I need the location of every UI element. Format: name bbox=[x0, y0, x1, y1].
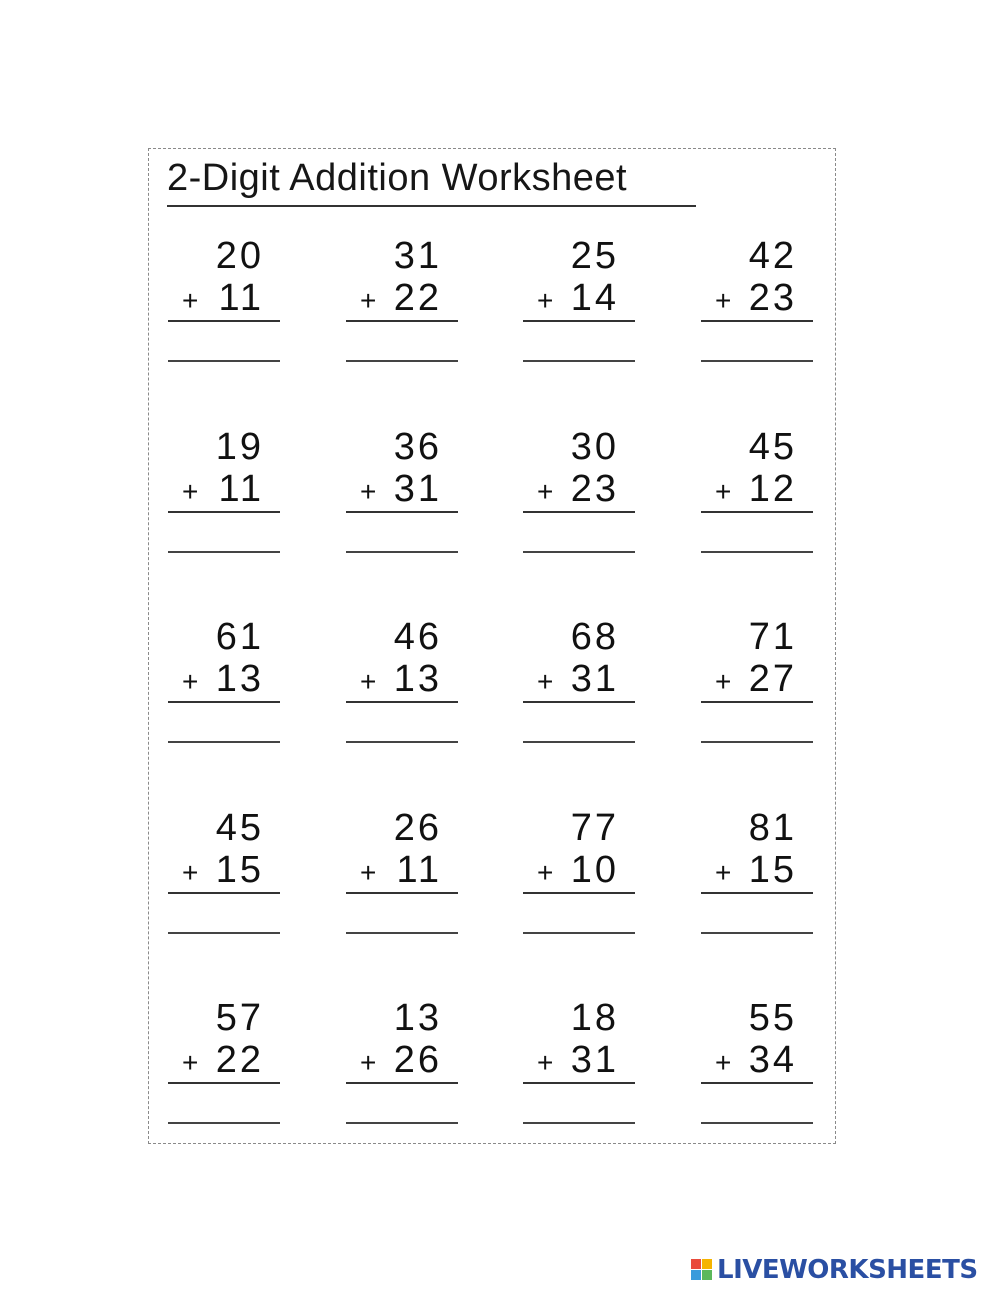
addition-problem bbox=[701, 617, 813, 747]
sum-rule bbox=[523, 701, 635, 703]
first-addend: 55 bbox=[748, 997, 797, 1039]
sum-rule bbox=[346, 511, 458, 513]
first-addend: 77 bbox=[570, 807, 619, 849]
plus-sign: + bbox=[537, 1047, 554, 1078]
plus-sign: + bbox=[715, 285, 732, 316]
second-addend: 12 bbox=[748, 468, 797, 510]
second-addend: 27 bbox=[748, 658, 797, 700]
first-addend: 26 bbox=[393, 807, 442, 849]
second-addend: 22 bbox=[393, 277, 442, 319]
plus-sign: + bbox=[360, 666, 377, 697]
sum-rule bbox=[346, 701, 458, 703]
second-addend: 13 bbox=[215, 658, 264, 700]
answer-line[interactable] bbox=[346, 551, 458, 553]
logo-text: LIVEWORKSHEETS bbox=[717, 1255, 978, 1285]
addition-problem bbox=[523, 998, 635, 1128]
answer-line[interactable] bbox=[168, 932, 280, 934]
sum-rule bbox=[523, 1082, 635, 1084]
sum-rule bbox=[346, 892, 458, 894]
addition-problem bbox=[346, 427, 458, 557]
addition-problem bbox=[168, 617, 280, 747]
logo-block bbox=[691, 1259, 701, 1269]
answer-line[interactable] bbox=[523, 932, 635, 934]
first-addend: 68 bbox=[570, 616, 619, 658]
first-addend: 45 bbox=[748, 426, 797, 468]
first-addend: 42 bbox=[748, 235, 797, 277]
plus-sign: + bbox=[537, 857, 554, 888]
answer-line[interactable] bbox=[701, 932, 813, 934]
answer-line[interactable] bbox=[168, 1122, 280, 1124]
first-addend: 46 bbox=[393, 616, 442, 658]
addition-problem bbox=[346, 617, 458, 747]
second-addend: 22 bbox=[215, 1039, 264, 1081]
plus-sign: + bbox=[182, 666, 199, 697]
addition-problem bbox=[168, 236, 280, 366]
second-addend: 31 bbox=[570, 1039, 619, 1081]
first-addend: 30 bbox=[570, 426, 619, 468]
second-addend: 26 bbox=[393, 1039, 442, 1081]
answer-line[interactable] bbox=[523, 551, 635, 553]
answer-line[interactable] bbox=[346, 1122, 458, 1124]
sum-rule bbox=[168, 892, 280, 894]
first-addend: 81 bbox=[748, 807, 797, 849]
sum-rule bbox=[701, 1082, 813, 1084]
second-addend: 34 bbox=[748, 1039, 797, 1081]
plus-sign: + bbox=[715, 857, 732, 888]
addition-problem bbox=[523, 808, 635, 938]
plus-sign: + bbox=[360, 476, 377, 507]
liveworksheets-logo-icon bbox=[691, 1259, 713, 1281]
sum-rule bbox=[168, 1082, 280, 1084]
plus-sign: + bbox=[537, 285, 554, 316]
first-addend: 45 bbox=[215, 807, 264, 849]
addition-problem bbox=[346, 236, 458, 366]
liveworksheets-logo[interactable] bbox=[691, 1256, 978, 1284]
plus-sign: + bbox=[715, 476, 732, 507]
second-addend: 10 bbox=[570, 849, 619, 891]
addition-problem bbox=[523, 236, 635, 366]
addition-problem bbox=[168, 427, 280, 557]
addition-problem bbox=[701, 998, 813, 1128]
plus-sign: + bbox=[182, 476, 199, 507]
answer-line[interactable] bbox=[168, 551, 280, 553]
first-addend: 36 bbox=[393, 426, 442, 468]
addition-problem bbox=[701, 236, 813, 366]
sum-rule bbox=[701, 701, 813, 703]
plus-sign: + bbox=[360, 857, 377, 888]
second-addend: 31 bbox=[393, 468, 442, 510]
first-addend: 13 bbox=[393, 997, 442, 1039]
sum-rule bbox=[168, 320, 280, 322]
answer-line[interactable] bbox=[523, 360, 635, 362]
second-addend: 23 bbox=[748, 277, 797, 319]
sum-rule bbox=[701, 320, 813, 322]
second-addend: 11 bbox=[218, 468, 264, 510]
sum-rule bbox=[523, 892, 635, 894]
logo-block bbox=[702, 1259, 712, 1269]
addition-problem bbox=[346, 808, 458, 938]
answer-line[interactable] bbox=[701, 741, 813, 743]
addition-problem bbox=[701, 427, 813, 557]
answer-line[interactable] bbox=[346, 360, 458, 362]
first-addend: 71 bbox=[748, 616, 797, 658]
addition-problem bbox=[168, 808, 280, 938]
plus-sign: + bbox=[715, 666, 732, 697]
addition-problem bbox=[701, 808, 813, 938]
addition-problem bbox=[346, 998, 458, 1128]
answer-line[interactable] bbox=[346, 932, 458, 934]
second-addend: 15 bbox=[748, 849, 797, 891]
addition-problem bbox=[168, 998, 280, 1128]
plus-sign: + bbox=[182, 857, 199, 888]
plus-sign: + bbox=[360, 1047, 377, 1078]
answer-line[interactable] bbox=[701, 551, 813, 553]
addition-problem bbox=[523, 427, 635, 557]
first-addend: 18 bbox=[570, 997, 619, 1039]
plus-sign: + bbox=[537, 476, 554, 507]
sum-rule bbox=[701, 511, 813, 513]
second-addend: 14 bbox=[570, 277, 619, 319]
plus-sign: + bbox=[182, 285, 199, 316]
sum-rule bbox=[701, 892, 813, 894]
answer-line[interactable] bbox=[701, 360, 813, 362]
answer-line[interactable] bbox=[346, 741, 458, 743]
second-addend: 11 bbox=[218, 277, 264, 319]
sum-rule bbox=[346, 1082, 458, 1084]
sum-rule bbox=[523, 511, 635, 513]
answer-line[interactable] bbox=[523, 1122, 635, 1124]
sum-rule bbox=[346, 320, 458, 322]
logo-block bbox=[702, 1270, 712, 1280]
second-addend: 23 bbox=[570, 468, 619, 510]
plus-sign: + bbox=[360, 285, 377, 316]
sum-rule bbox=[523, 320, 635, 322]
worksheet-title: 2-Digit Addition Worksheet bbox=[167, 157, 628, 199]
answer-line[interactable] bbox=[523, 741, 635, 743]
addition-problem bbox=[523, 617, 635, 747]
second-addend: 13 bbox=[393, 658, 442, 700]
first-addend: 31 bbox=[393, 235, 442, 277]
first-addend: 20 bbox=[215, 235, 264, 277]
second-addend: 31 bbox=[570, 658, 619, 700]
first-addend: 61 bbox=[215, 616, 264, 658]
plus-sign: + bbox=[537, 666, 554, 697]
answer-line[interactable] bbox=[701, 1122, 813, 1124]
second-addend: 15 bbox=[215, 849, 264, 891]
answer-line[interactable] bbox=[168, 360, 280, 362]
sum-rule bbox=[168, 511, 280, 513]
first-addend: 57 bbox=[215, 997, 264, 1039]
sum-rule bbox=[168, 701, 280, 703]
plus-sign: + bbox=[715, 1047, 732, 1078]
second-addend: 11 bbox=[396, 849, 442, 891]
first-addend: 19 bbox=[215, 426, 264, 468]
logo-block bbox=[691, 1270, 701, 1280]
first-addend: 25 bbox=[570, 235, 619, 277]
plus-sign: + bbox=[182, 1047, 199, 1078]
answer-line[interactable] bbox=[168, 741, 280, 743]
